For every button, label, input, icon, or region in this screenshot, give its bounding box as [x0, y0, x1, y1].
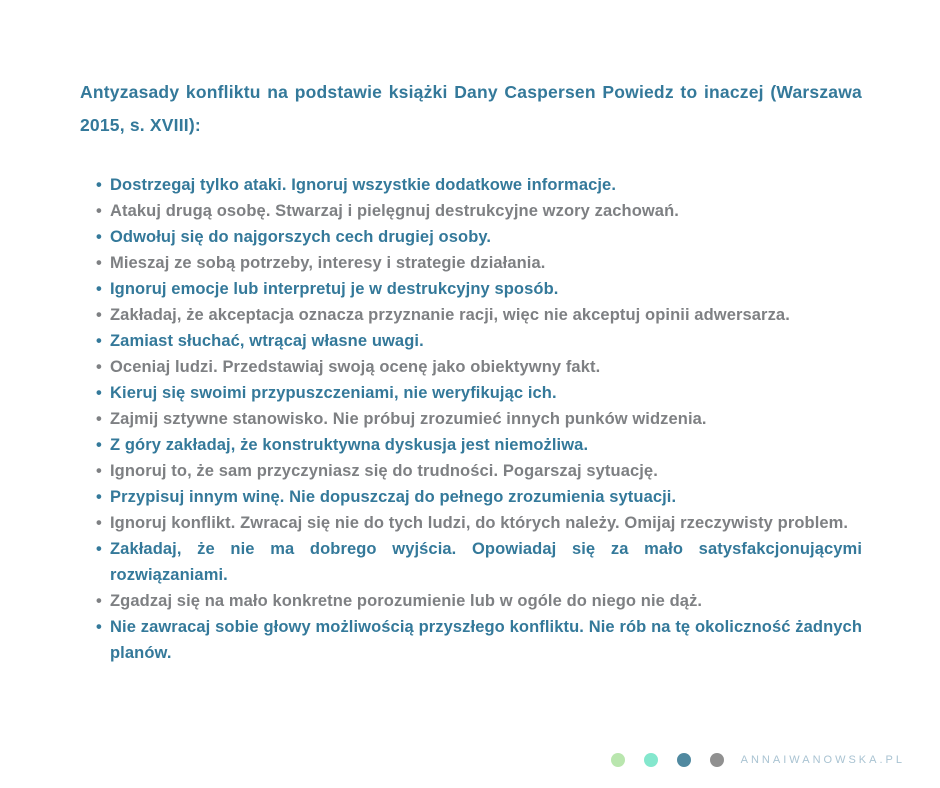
list-item: • Ignoruj konflikt. Zwracaj się nie do tych ludzi, do których należy. Omijaj rzeczywisty problem.: [110, 510, 862, 536]
brand-dot-icon: [644, 753, 658, 767]
list-item: • Nie zawracaj sobie głowy możliwością przyszłego konfliktu. Nie rób na tę okoliczność żadnych planów.: [110, 614, 862, 666]
footer-branding: [592, 753, 905, 767]
brand-dot-icon: [611, 753, 625, 767]
list-item: • Przypisuj innym winę. Nie dopuszczaj do pełnego zrozumienia sytuacji.: [110, 484, 862, 510]
page-title: Antyzasady konfliktu na podstawie książki Dany Caspersen Powiedz to inaczej (Warszawa 2015, s. XVIII):: [80, 82, 862, 135]
list-item: • Zakładaj, że akceptacja oznacza przyznanie racji, więc nie akceptuj opinii adwersarza.: [110, 302, 862, 328]
list-item: • Odwołuj się do najgorszych cech drugiej osoby.: [110, 224, 862, 250]
brand-url-text: ANNAIWANOWSKA.PL: [740, 754, 905, 766]
list-item: • Ignoruj to, że sam przyczyniasz się do trudności. Pogarszaj sytuację.: [110, 458, 862, 484]
list-item: • Mieszaj ze sobą potrzeby, interesy i strategie działania.: [110, 250, 862, 276]
list-item: • Zamiast słuchać, wtrącaj własne uwagi.: [110, 328, 862, 354]
brand-dot-icon: [710, 753, 724, 767]
anti-rules-list: [80, 172, 862, 666]
brand-dots: [592, 753, 724, 767]
list-item: • Zakładaj, że nie ma dobrego wyjścia. Opowiadaj się za mało satysfakcjonującymi rozwiązaniami.: [110, 536, 862, 588]
brand-dot-icon: [677, 753, 691, 767]
list-item: • Ignoruj emocje lub interpretuj je w destrukcyjny sposób.: [110, 276, 862, 302]
list-item: • Dostrzegaj tylko ataki. Ignoruj wszystkie dodatkowe informacje.: [110, 172, 862, 198]
list-item: • Zajmij sztywne stanowisko. Nie próbuj zrozumieć innych punków widzenia.: [110, 406, 862, 432]
content-area: [80, 76, 862, 666]
list-item: • Atakuj drugą osobę. Stwarzaj i pielęgnuj destrukcyjne wzory zachowań.: [110, 198, 862, 224]
list-item: • Zgadzaj się na mało konkretne porozumienie lub w ogóle do niego nie dąż.: [110, 588, 862, 614]
list-item: • Oceniaj ludzi. Przedstawiaj swoją ocenę jako obiektywny fakt.: [110, 354, 862, 380]
list-item: • Kieruj się swoimi przypuszczeniami, nie weryfikując ich.: [110, 380, 862, 406]
list-item: • Z góry zakładaj, że konstruktywna dyskusja jest niemożliwa.: [110, 432, 862, 458]
